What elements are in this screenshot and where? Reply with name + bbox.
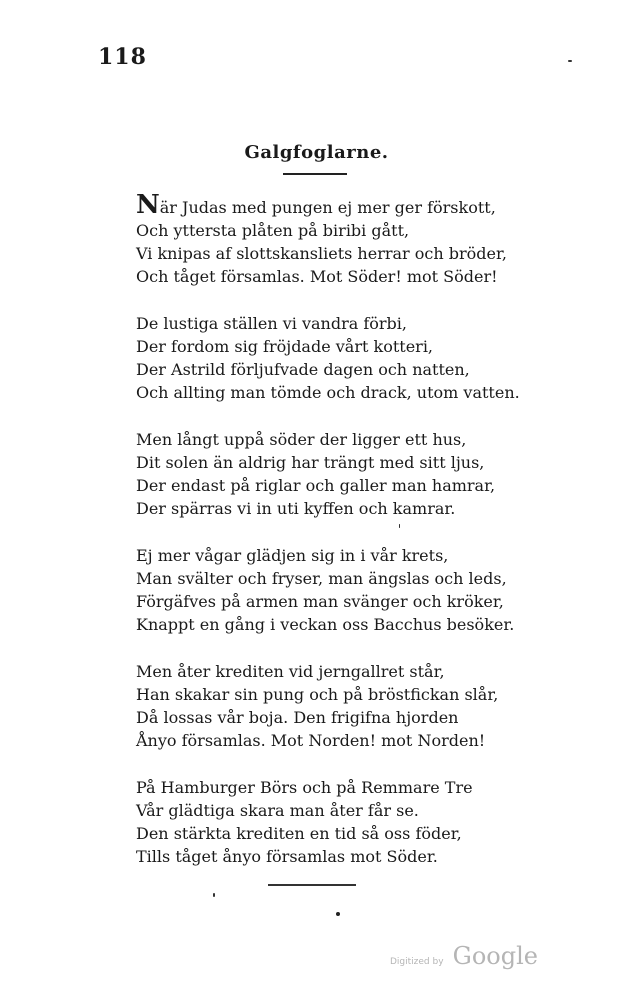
print-speck [568, 60, 572, 62]
stanza [136, 544, 515, 636]
poem-title [0, 142, 633, 163]
poem-line: När Judas med pungen ej mer ger förskott, [136, 190, 496, 220]
poem-line: Ej mer vågar glädjen sig in i vår krets, [136, 546, 449, 565]
poem-line: Och yttersta plåten på biribi gått, [136, 221, 410, 240]
poem-line: Der endast på riglar och galler man hamrar, [136, 476, 496, 495]
stanza [136, 190, 507, 288]
poem-line: Och allting man tömde och drack, utom vatten. [136, 383, 520, 402]
poem-line: Der Astrild förljufvade dagen och natten, [136, 360, 470, 379]
stanza [136, 776, 506, 868]
print-speck [399, 524, 400, 528]
poem-line: De lustiga ställen vi vandra förbi, [136, 314, 407, 333]
poem-line: Der spärras vi in uti kyffen och kamrar. [136, 499, 456, 518]
poem-title-text: Galgfoglarne. [244, 142, 389, 163]
page-number: 118 [98, 44, 147, 70]
poem-line: Man svälter och fryser, man ängslas och leds, [136, 569, 507, 588]
print-speck [213, 893, 215, 897]
digitized-watermark [390, 942, 538, 970]
poem-line: Förgäfves på armen man svänger och kröker, [136, 592, 504, 611]
poem-line: Och tåget församlas. Mot Söder! mot Söder! [136, 267, 498, 286]
stanza [136, 660, 506, 752]
end-rule [268, 884, 356, 886]
poem-line: På Hamburger Börs och på Remmare Tre [136, 778, 473, 797]
poem-body [136, 190, 520, 892]
poem-line: Knappt en gång i veckan oss Bacchus besöker. [136, 615, 515, 634]
stanza [136, 312, 520, 404]
watermark-prefix: Digitized by [390, 957, 444, 967]
poem-line: Tills tåget ånyo församlas mot Söder. [136, 847, 438, 866]
poem-line: Der fordom sig fröjdade vårt kotteri, [136, 337, 434, 356]
poem-line: Han skakar sin pung och på bröstfickan slår, [136, 685, 499, 704]
poem-line: Men åter krediten vid jerngallret står, [136, 662, 445, 681]
watermark-brand: Google [452, 942, 538, 970]
poem-line: Men långt uppå söder der ligger ett hus, [136, 430, 467, 449]
drop-cap: N [136, 190, 160, 220]
poem-line: Dit solen än aldrig har trängt med sitt ljus, [136, 453, 485, 472]
end-dot [336, 912, 340, 916]
poem-line: Ånyo församlas. Mot Norden! mot Norden! [136, 731, 486, 750]
stanza [136, 428, 506, 520]
poem-line: Då lossas vår boja. Den frigifna hjorden [136, 708, 459, 727]
title-rule [283, 173, 347, 175]
poem-line: Vi knipas af slottskansliets herrar och bröder, [136, 244, 507, 263]
poem-line: Vår glädtiga skara man åter får se. [136, 801, 419, 820]
poem-line: Den stärkta krediten en tid så oss föder, [136, 824, 462, 843]
